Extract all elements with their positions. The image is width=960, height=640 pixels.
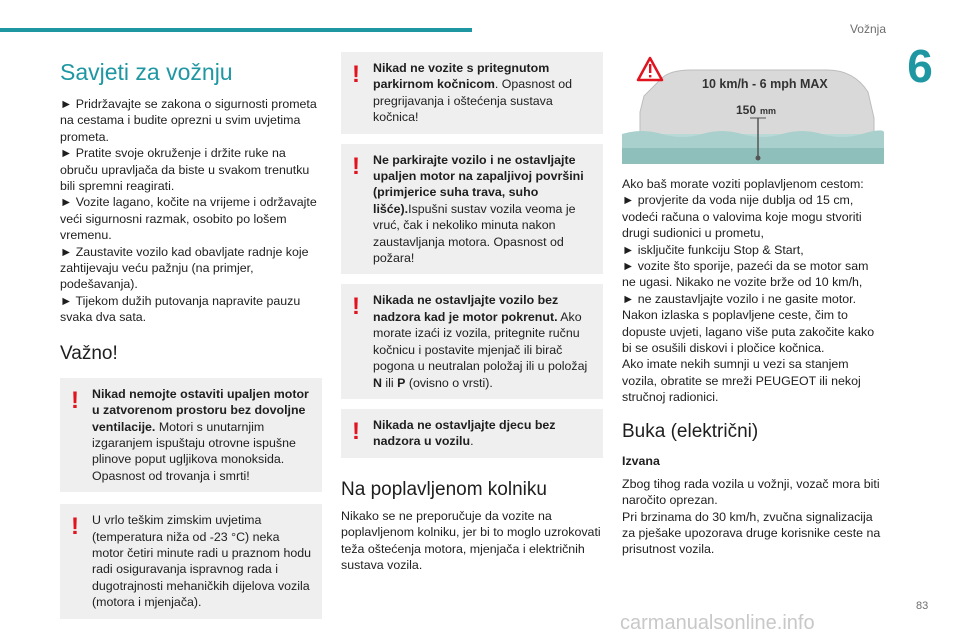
flood-instruction: ► isključite funkciju Stop & Start, — [622, 242, 804, 257]
warning-icon: ! — [71, 386, 79, 414]
warning-text: Ako morate izaći iz vozila, pritegnite ručnu kočnicu i postavite mjenjač ili birač pogona u neutralan položaj ili u položaj — [373, 309, 588, 374]
chapter-number: 6 — [907, 40, 933, 92]
gear-position-p: P — [397, 375, 406, 390]
car-in-water-illustration — [622, 52, 884, 164]
intro-line: ► Pratite svoje okruženje i držite ruke na obruču upravljača da biste u svakom trenutku bili spremni reagirati. — [60, 146, 310, 194]
intro-line: ► Pridržavajte se zakona o sigurnosti prometa na cestama i budite oprezni u svim uvjetima prometa. — [60, 97, 317, 144]
warning-box — [341, 52, 603, 134]
warning-bold: Nikad nemojte ostaviti upaljen motor u zatvorenom prostoru bez dovoljne ventilacije. — [92, 386, 309, 434]
warning-bold: Nikada ne ostavljajte djecu bez nadzora u vozilu — [373, 417, 556, 449]
flood-instruction: Ako baš morate voziti poplavljenom cestom: — [622, 177, 864, 191]
header-accent-bar — [0, 28, 472, 32]
water-depth-unit: mm — [760, 106, 777, 116]
warning-text: U vrlo teškim zimskim uvjetima (temperatura niža od -23 °C) neka motor četiri minute radi u praznom hodu radi osiguravanja ispravnog rada i dugotrajnosti mehaničkih dijelova vozila (motora i mjenjača). — [92, 513, 312, 610]
flood-instruction: ► vozite što sporije, pazeći da se motor sam ne ugasi. Nikako ne vozite brže od 10 km/h, — [622, 259, 869, 290]
warning-icon: ! — [352, 61, 360, 88]
warning-icon: ! — [71, 513, 79, 541]
noise-text: Pri brzinama do 30 km/h, zvučna signalizacija za pješake upozorava druge korisnike ceste na prisutnost vozila. — [622, 509, 881, 557]
warning-icon: ! — [352, 152, 360, 180]
column-3 — [622, 52, 884, 558]
page-title: Savjeti za vožnju — [60, 59, 233, 85]
warning-box — [60, 378, 322, 492]
flood-instruction: ► ne zaustavljajte vozilo i ne gasite motor. — [622, 291, 857, 306]
speed-limit-label: 10 km/h - 6 mph MAX — [702, 77, 828, 91]
noise-text: Zbog tihog rada vozila u vožnji, vozač mora biti naročito oprezan. — [622, 476, 880, 508]
section-label: Vožnja — [849, 22, 886, 36]
intro-line: ► Vozite lagano, kočite na vrijeme i održavajte veći sigurnosni razmak, osobito po lošem vremenu. — [60, 195, 317, 243]
flooded-road-text: Nikako se ne preporučuje da vozite na poplavljenom kolniku, jer bi to moglo uzrokovati teža oštećenja motora, mjenjača i električnih sustava vozila. — [341, 508, 601, 572]
warning-icon: ! — [352, 417, 360, 445]
column-1 — [60, 52, 322, 619]
flooded-road-figure — [622, 52, 884, 164]
warning-box — [60, 504, 322, 618]
warning-icon: ! — [352, 293, 360, 321]
column-2 — [341, 52, 603, 573]
warning-text: (ovisno o vrsti). — [405, 375, 493, 390]
flooded-road-heading: Na poplavljenom kolniku — [341, 478, 547, 500]
warning-text: ili — [381, 375, 398, 390]
important-heading: Važno! — [60, 342, 118, 364]
page-number: 83 — [916, 600, 929, 612]
footer-watermark: carmanualsonline.info — [620, 612, 815, 634]
water-depth-value: 150 — [736, 103, 757, 117]
flood-instruction: Ako imate nekih sumnji u vezi sa stanjem vozila, obratite se mreži PEUGEOT ili nekoj stručnoj radionici. — [622, 357, 861, 405]
warning-box — [341, 284, 603, 398]
warning-text: Motori s unutarnjim izgaranjem ispuštaju otrovne ispušne plinove poput ugljikova monoksida. Opasnost od trovanja i smrti! — [92, 419, 296, 483]
intro-line: ► Zaustavite vozilo kad obavljate radnje koje zahtijevaju veću pažnju (na primjer, podešavanja). — [60, 244, 309, 292]
gear-position-n: N — [373, 375, 382, 390]
intro-line: ► Tijekom dužih putovanja napravite pauzu svaka dva sata. — [60, 293, 301, 325]
warning-box — [341, 409, 603, 458]
flood-instruction: Nakon izlaska s poplavljene ceste, čim to dopuste uvjeti, lagano više puta zakočite kako bi se osušili diskovi i pločice kočnica. — [622, 308, 875, 356]
warning-text: Ispušni sustav vozila veoma je vruć, čak i nekoliko minuta nakon zaustavljanja motora. Opasnost od požara! — [373, 201, 576, 266]
flood-instruction: ► provjerite da voda nije dublja od 15 cm, vodeći računa o valovima koje mogu stvoriti drugi sudionici u prometu, — [622, 193, 862, 241]
warning-box — [341, 144, 603, 275]
warning-bold: Ne parkirajte vozilo i ne ostavljajte upaljen motor na zapaljivoj površini (primjerice suha trava, suho lišće). — [373, 152, 584, 216]
warning-bold: Nikada ne ostavljajte vozilo bez nadzora kad je motor pokrenut. — [373, 293, 559, 324]
noise-heading: Buka (električni) — [622, 420, 759, 442]
warning-text: . — [470, 434, 474, 449]
warning-text: . Opasnost od pregrijavanja i oštećenja sustava kočnica! — [373, 77, 573, 125]
noise-subheading: Izvana — [622, 453, 660, 468]
warning-bold: Nikad ne vozite s pritegnutom parkirnom kočnicom — [373, 61, 550, 92]
